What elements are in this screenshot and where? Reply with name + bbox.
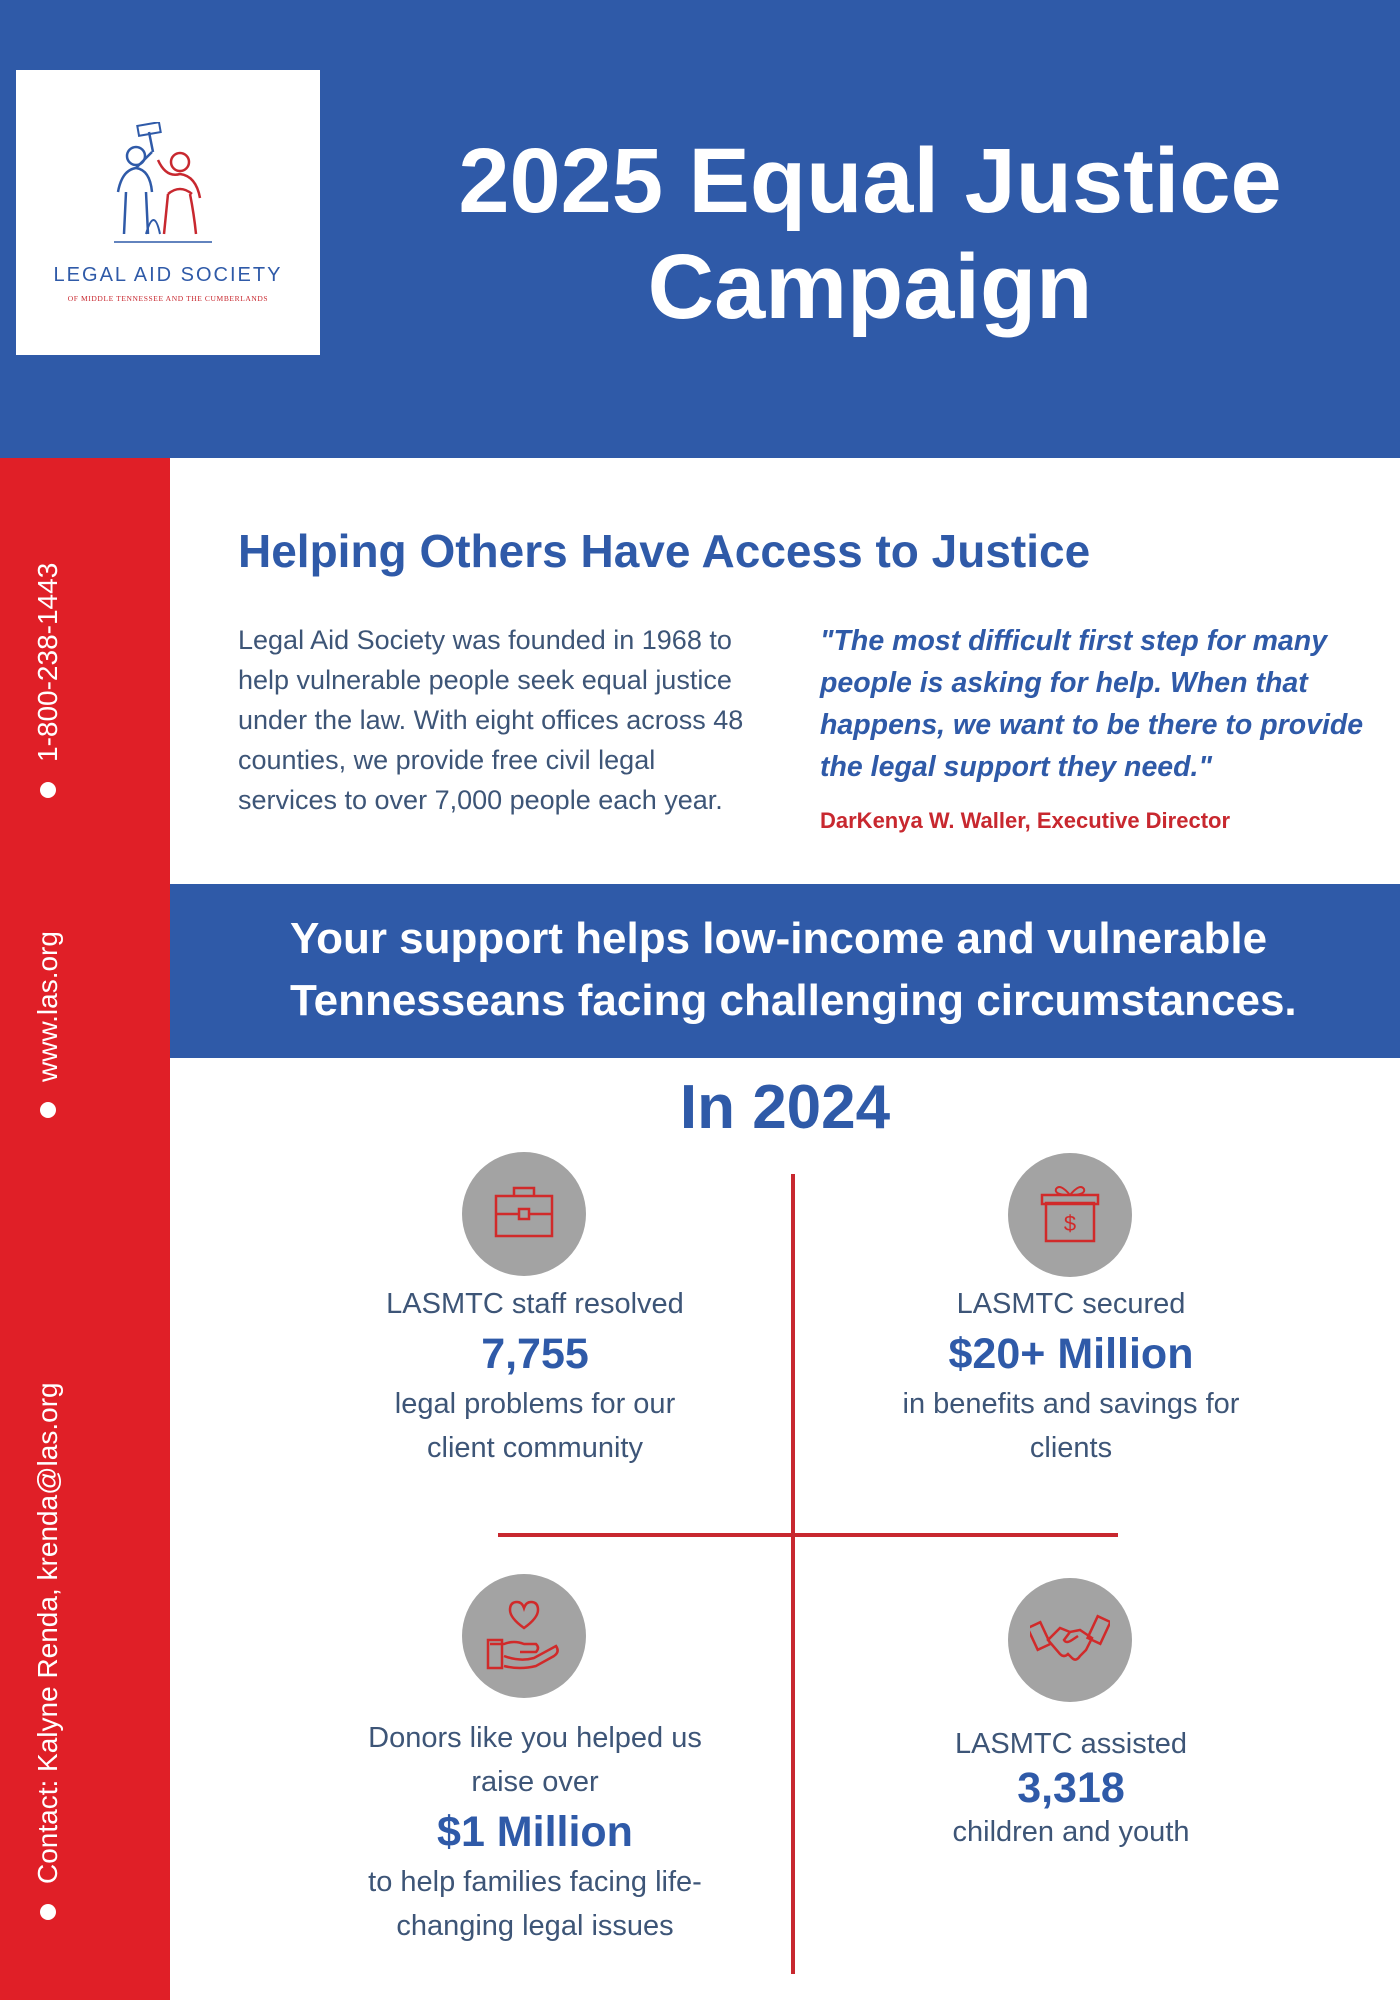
header-banner — [0, 0, 1400, 458]
stat-pre-text: LASMTC staff resolved — [386, 1288, 684, 1320]
handshake-icon — [1008, 1578, 1132, 1702]
stat-value: 3,318 — [1017, 1764, 1125, 1812]
stat-post-text: to help families facing life-changing legal issues — [368, 1866, 702, 1942]
quote-author: DarKenya W. Waller, Executive Director — [820, 808, 1231, 833]
page-title: 2025 Equal Justice Campaign — [458, 130, 1282, 338]
heart-hand-icon — [462, 1574, 586, 1698]
logo — [16, 70, 320, 355]
sidebar-phone[interactable] — [28, 458, 68, 798]
stat-value: $1 Million — [437, 1808, 633, 1856]
stat-pre-text: LASMTC secured — [956, 1288, 1186, 1320]
support-text: Your support helps low-income and vulnerable Tennesseans facing challenging circumstances. — [290, 914, 1297, 1025]
logo-figures-icon — [108, 122, 228, 252]
phone-number: 1-800-238-1443 — [32, 562, 63, 762]
logo-org-name: LEGAL AID SOCIETY — [53, 264, 283, 286]
website-url: www.las.org — [32, 931, 63, 1082]
director-quote: "The most difficult first step for many people is asking for help. When that happens, we want to be there to provide the legal support they need." — [820, 625, 1364, 783]
stat-post-text: children and youth — [952, 1816, 1190, 1848]
bullet-dot-icon — [40, 1904, 56, 1920]
stat-value: 7,755 — [481, 1330, 589, 1378]
support-banner — [170, 884, 1400, 1058]
stat-pre-text: LASMTC assisted — [954, 1728, 1188, 1760]
stats-title: In 2024 — [679, 1073, 891, 1142]
bullet-dot-icon — [40, 1102, 56, 1118]
gift-dollar-icon — [1008, 1153, 1132, 1277]
intro-paragraph: Legal Aid Society was founded in 1968 to help vulnerable people seek equal justice under the law. With eight offices across 48 counties, we provide free civil legal services to over 7,000 people each year. — [238, 625, 744, 815]
divider-vertical — [791, 1174, 795, 1974]
divider-horizontal — [498, 1533, 1118, 1537]
stat-post-text: in benefits and savings for clients — [902, 1388, 1240, 1464]
logo-org-subtitle: OF MIDDLE TENNESSEE AND THE CUMBERLANDS — [67, 294, 269, 303]
sidebar-contact[interactable] — [28, 1200, 68, 1920]
stat-pre-text: Donors like you helped us raise over — [368, 1722, 702, 1798]
svg-text:$: $ — [1063, 1211, 1077, 1236]
section-heading: Helping Others Have Access to Justice — [238, 525, 1091, 577]
stat-funds-raised — [305, 1716, 765, 1948]
sidebar-website[interactable] — [28, 778, 68, 1118]
stat-benefits-secured — [841, 1282, 1301, 1470]
stat-children-assisted — [841, 1722, 1301, 1854]
contact-sidebar — [0, 458, 170, 2000]
stat-cases-resolved — [305, 1282, 765, 1470]
stat-post-text: legal problems for our client community — [394, 1388, 676, 1464]
briefcase-icon — [462, 1152, 586, 1276]
contact-text: Contact: Kalyne Renda, krenda@las.org — [32, 1382, 63, 1884]
stat-value: $20+ Million — [948, 1330, 1194, 1378]
